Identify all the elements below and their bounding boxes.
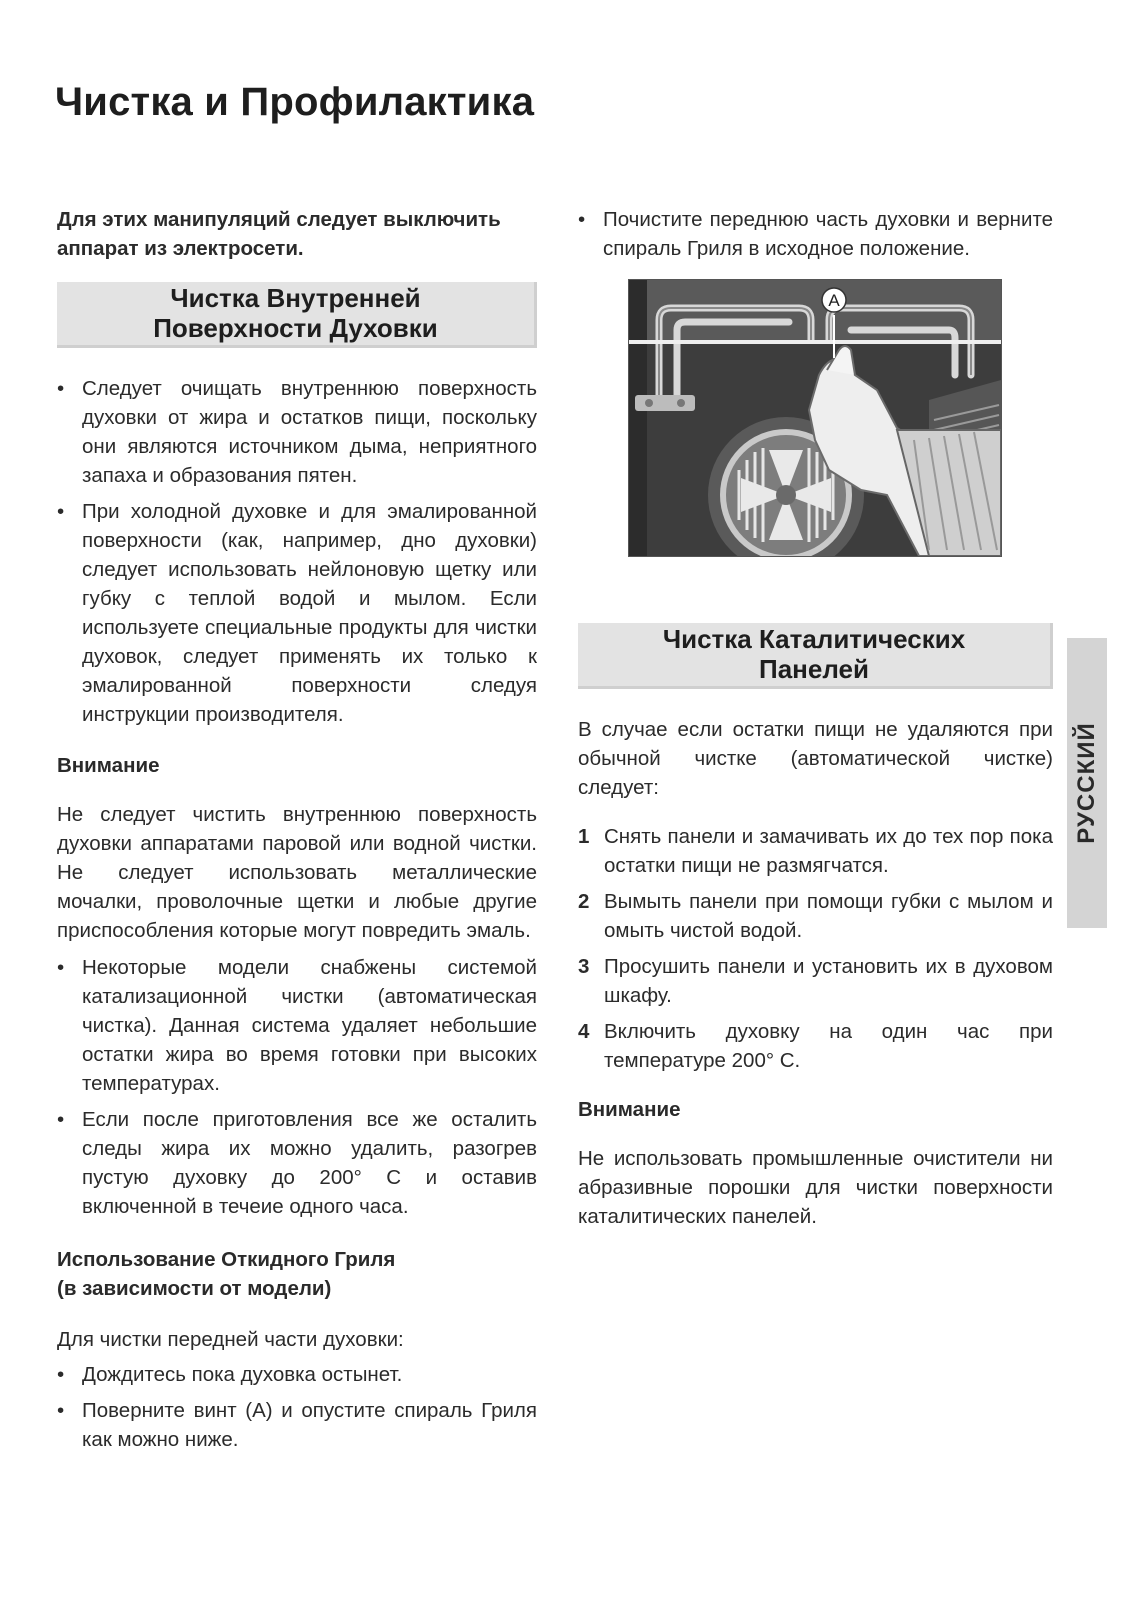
section-title-line1: Чистка Внутренней — [170, 283, 421, 313]
list-item: • Следует очищать внутреннюю поверхность духовки от жира и остатков пищи, поскольку они являются источником дыма, неприятного запаха и образования пятен. — [57, 374, 537, 490]
step-item: 2 Вымыть панели при помощи губки с мылом и омыть чистой водой. — [578, 890, 1053, 942]
catalytic-intro: В случае если остатки пищи не удаляются при обычной чистке (автоматической чистке) следует: — [578, 718, 1053, 799]
attention-heading: Внимание — [578, 1098, 681, 1121]
bullet-icon: • — [57, 956, 65, 979]
right-column — [578, 205, 1053, 1231]
section-header-inner-surface — [57, 282, 537, 348]
section-title-line1: Чистка Каталитических — [662, 624, 966, 654]
bullet-icon: • — [57, 377, 65, 400]
bullet-icon: • — [57, 1108, 65, 1131]
bullet-icon: • — [578, 208, 586, 231]
grill-return-bullets — [578, 205, 1053, 263]
oven-grill-image — [629, 280, 1001, 556]
list-item: • Дождитесь пока духовка остынет. — [57, 1360, 537, 1389]
attention-text: Не использовать промышленные очистители ни абразивные порошки для чистки поверхности каталитических панелей. — [578, 1147, 1053, 1228]
language-tab — [1067, 638, 1107, 928]
step-item: 1 Снять панели и замачивать их до тех пор пока остатки пищи не размягчатся. — [578, 825, 1053, 877]
section-title-line2: Панелей — [759, 654, 869, 684]
bullet-icon: • — [57, 500, 65, 523]
section-title-line2: Поверхности Духовки — [153, 313, 438, 343]
attention-text: Не следует чистить внутреннюю поверхность духовки аппаратами паровой или водной чистки. Не следует использовать металлические мочалки, проволочные щетки и любые другие приспособления которые могут повредить эмаль. — [57, 803, 537, 942]
cleaning-steps — [578, 822, 1053, 1075]
grill-bullets — [57, 1360, 537, 1454]
list-item: • При холодной духовке и для эмалированной поверхности (как, например, дно духовки) следует использовать нейлоновую щетку или губку с теплой водой и мылом. Если используете специальные продукты для чистки духовок, следует применять их только к эмалированной поверхности следуя инструкции производителя. — [57, 497, 537, 729]
power-off-warning: Для этих манипуляций следует выключить аппарат из электросети. — [57, 208, 501, 260]
left-column — [57, 205, 537, 1461]
page-title: Чистка и Профилактика — [55, 80, 535, 124]
list-item: • Почистите переднюю часть духовки и верните спираль Гриля в исходное положение. — [578, 205, 1053, 263]
list-item: • Если после приготовления все же осталить следы жира их можно удалить, разогрев пустую духовку до 200° С и оставив включенной в течеие одного часа. — [57, 1105, 537, 1221]
grill-illustration — [628, 279, 1002, 557]
section-header-catalytic-panels — [578, 623, 1053, 689]
attention-heading: Внимание — [57, 754, 160, 777]
callout-label: A — [828, 291, 840, 310]
catalytic-bullets — [57, 953, 537, 1221]
language-label: РУССКИЙ — [1073, 722, 1100, 844]
bullet-icon: • — [57, 1399, 65, 1422]
step-item: 3 Просушить панели и установить их в духовом шкафу. — [578, 955, 1053, 1007]
grill-intro: Для чистки передней части духовки: — [57, 1328, 404, 1351]
list-item: • Поверните винт (А) и опустите спираль Гриля как можно ниже. — [57, 1396, 537, 1454]
inner-surface-bullets — [57, 374, 537, 729]
list-item: • Некоторые модели снабжены системой катализационной чистки (автоматическая чистка). Данная система удаляет небольшие остатки жира во время готовки при высоких температурах. — [57, 953, 537, 1098]
step-item: 4 Включить духовку на один час при температуре 200° С. — [578, 1020, 1053, 1072]
bullet-icon: • — [57, 1363, 65, 1386]
grill-heading: Использование Откидного Гриля (в зависимости от модели) — [57, 1248, 396, 1300]
